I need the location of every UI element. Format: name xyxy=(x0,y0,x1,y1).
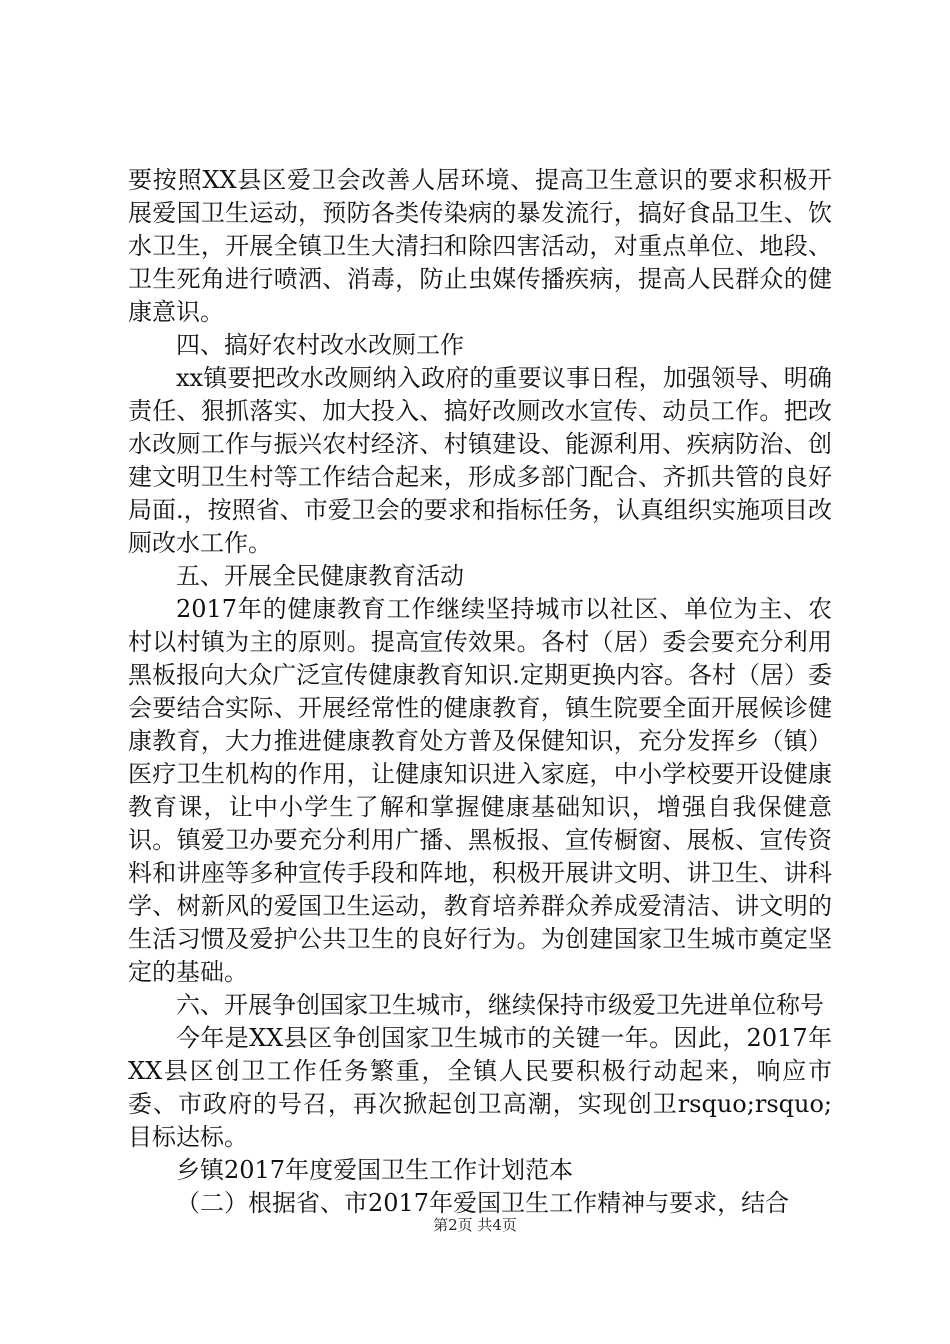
section-heading-6: 六、开展争创国家卫生城市，继续保持市级爱卫先进单位称号 xyxy=(176,991,824,1019)
section-heading-4: 四、搞好农村改水改厕工作 xyxy=(176,331,464,359)
paragraph-sanitary-city: 今年是XX县区争创国家卫生城市的关键一年。因此，2017年XX县区创卫工作任务繁重，全镇人民要积极行动起来，响应市委、市政府的号召，再次掀起创卫高潮，实现创卫rsquo;rsquo;目标达标。 xyxy=(128,1024,832,1151)
document-body xyxy=(128,164,832,1220)
paragraph-intro: 要按照XX县区爱卫会改善人居环境、提高卫生意识的要求积极开展爱国卫生运动，预防各类传染病的暴发流行，搞好食品卫生、饮水卫生，开展全镇卫生大清扫和除四害活动，对重点单位、地段、卫生死角进行喷洒、消毒，防止虫媒传播疾病，提高人民群众的健康意识。 xyxy=(128,166,832,326)
section-heading-5: 五、开展全民健康教育活动 xyxy=(176,562,464,590)
document-subtitle: 乡镇2017年度爱国卫生工作计划范本 xyxy=(176,1156,574,1184)
paragraph-health-education: 2017年的健康教育工作继续坚持城市以社区、单位为主、农村以村镇为主的原则。提高宣传效果。各村（居）委会要充分利用黑板报向大众广泛宣传健康教育知识.定期更换内容。各村（居）委会要结合实际、开展经常性的健康教育，镇生院要全面开展候诊健康教育，大力推进健康教育处方普及保健知识，充分发挥乡（镇）医疗卫生机构的作用，让健康知识进入家庭，中小学校要开设健康教育课，让中小学生了解和掌握健康基础知识，增强自我保健意识。镇爱卫办要充分利用广播、黑板报、宣传橱窗、展板、宣传资料和讲座等多种宣传手段和阵地，积极开展讲文明、讲卫生、讲科学、树新风的爱国卫生运动，教育培养群众养成爱清洁、讲文明的生活习惯及爱护公共卫生的良好行为。为创建国家卫生城市奠定坚定的基础。 xyxy=(128,595,832,986)
paragraph-section-two: （二）根据省、市2017年爱国卫生工作精神与要求，结合 xyxy=(176,1189,790,1217)
paragraph-water-toilet: xx镇要把改水改厕纳入政府的重要议事日程，加强领导、明确责任、狠抓落实、加大投入、搞好改厕改水宣传、动员工作。把改水改厕工作与振兴农村经济、村镇建设、能源利用、疾病防治、创建文明卫生村等工作结合起来，形成多部门配合、齐抓共管的良好局面.，按照省、市爱卫会的要求和指标任务，认真组织实施项目改厕改水工作。 xyxy=(128,364,832,557)
page-number-footer: 第2页 共4页 xyxy=(433,1216,517,1234)
